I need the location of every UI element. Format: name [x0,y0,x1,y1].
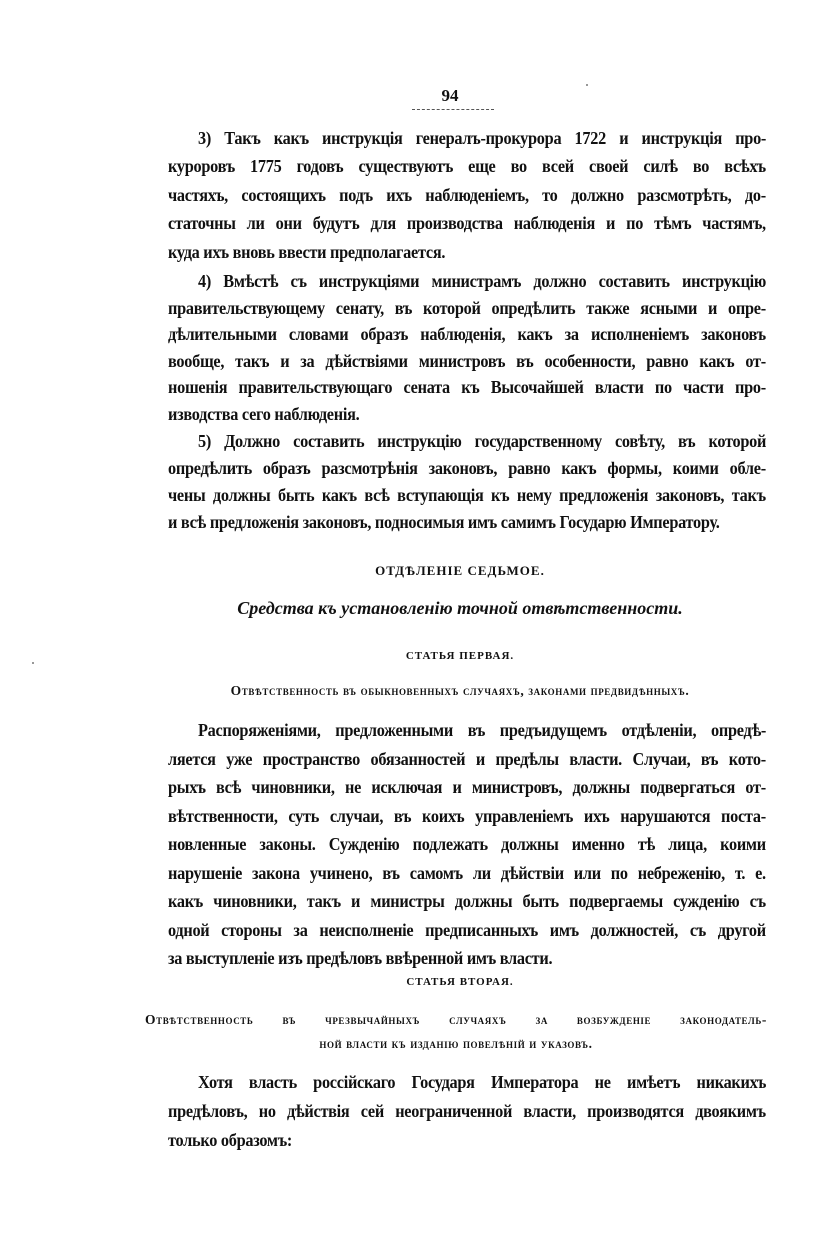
text-line: дѣлительными словами образъ наблюденія, какъ за исполненіемъ законовъ [168,324,766,344]
scan-speck [32,662,34,664]
paragraph-5 [168,428,766,536]
article-1-subtitle: Отвѣтственность въ обыкновенныхъ случаяхъ, законами предвидѣнныхъ. [230,683,690,698]
article-2-body [168,1068,766,1155]
section-title: ОТДѢЛЕНІЕ СЕДЬМОЕ. [375,563,545,578]
article-2-title: СТАТЬЯ ВТОРАЯ. [406,976,514,988]
paragraph-3 [168,124,766,266]
text-line: 5) Должно составить инструкцію государственному совѣту, въ которой [198,431,767,451]
page-number: 94 [441,86,459,105]
text-line: Хотя власть россійскаго Государя Императора не имѣетъ никакихъ [198,1072,767,1092]
page-number-rule [412,109,494,111]
text-line: и всѣ предложенія законовъ, подносимыя имъ самимъ Государю Императору. [168,512,720,532]
text-line: чены должны быть какъ всѣ вступающія къ нему предложенія законовъ, такъ [168,485,766,505]
text-line: частяхъ, состоящихъ подъ ихъ наблюденіемъ, то должно разсмотрѣть, до- [168,184,766,205]
text-line: ношенія правительствующаго сената къ Высочайшей власти по части про- [168,377,766,397]
text-line: опредѣлить образъ разсмотрѣнія законовъ, равно какъ формы, коими обле- [168,458,766,478]
text-line: за выступленіе изъ предѣловъ ввѣренной имъ власти. [168,948,553,968]
article-2-subtitle-line: ной власти къ изданію повелѣній и указовъ. [319,1036,593,1051]
article-1-body [168,716,766,973]
text-line: только образомъ: [168,1130,293,1150]
article-2-subtitle [145,1008,767,1056]
text-line: новленные законы. Сужденію подлежать должны именно тѣ лица, коими [168,834,766,854]
text-line: ляется уже пространство обязанностей и предѣлы власти. Случаи, въ кото- [168,748,766,769]
text-line: Распоряженіями, предложенными въ предъидущемъ отдѣленіи, опредѣ- [198,720,767,740]
text-line: правительствующему сенату, въ которой опредѣлить также ясными и опре- [168,297,766,318]
text-line: 4) Вмѣстѣ съ инструкціями министрамъ должно составить инструкцію [198,271,767,291]
text-line: статочны ли они будутъ для производства наблюденія и по тѣмъ частямъ, [168,213,766,234]
section-subtitle: Средства къ установленію точной отвѣтственности. [237,598,683,618]
text-line: вѣтственности, суть случаи, въ коихъ управленіемъ ихъ нарушаются поста- [168,805,766,826]
text-line: предѣловъ, но дѣйствія сей неограниченной власти, производятся двоякимъ [168,1101,766,1121]
text-line: 3) Такъ какъ инструкція генералъ-прокурора 1722 и инструкція про- [198,128,767,148]
text-line: куда ихъ вновь ввести предполагается. [168,241,446,262]
text-line: одной стороны за неисполненіе предписанныхъ имъ должностей, съ другой [168,919,766,940]
article-2-subtitle-line: Отвѣтственность въ чрезвычайныхъ случаяхъ за возбужденіе законодатель- [145,1012,767,1027]
paragraph-4 [168,268,766,427]
text-line: куроровъ 1775 годовъ существуютъ еще во всей своей силѣ во всѣхъ [168,156,766,177]
article-1-title: СТАТЬЯ ПЕРВАЯ. [405,650,515,662]
text-line: изводства сего наблюденія. [168,403,360,424]
text-line: нарушеніе закона учинено, въ самомъ ли дѣйствіи или по небреженію, т. е. [168,862,766,883]
text-line: рыхъ всѣ чиновники, не исключая и министровъ, должны подвергаться от- [168,777,766,797]
text-line: вообще, такъ и за дѣйствіями министровъ въ особенности, равно какъ от- [168,350,766,371]
text-line: какъ чиновники, такъ и министры должны быть подвергаемы сужденію съ [168,891,766,911]
scan-speck [586,84,588,86]
